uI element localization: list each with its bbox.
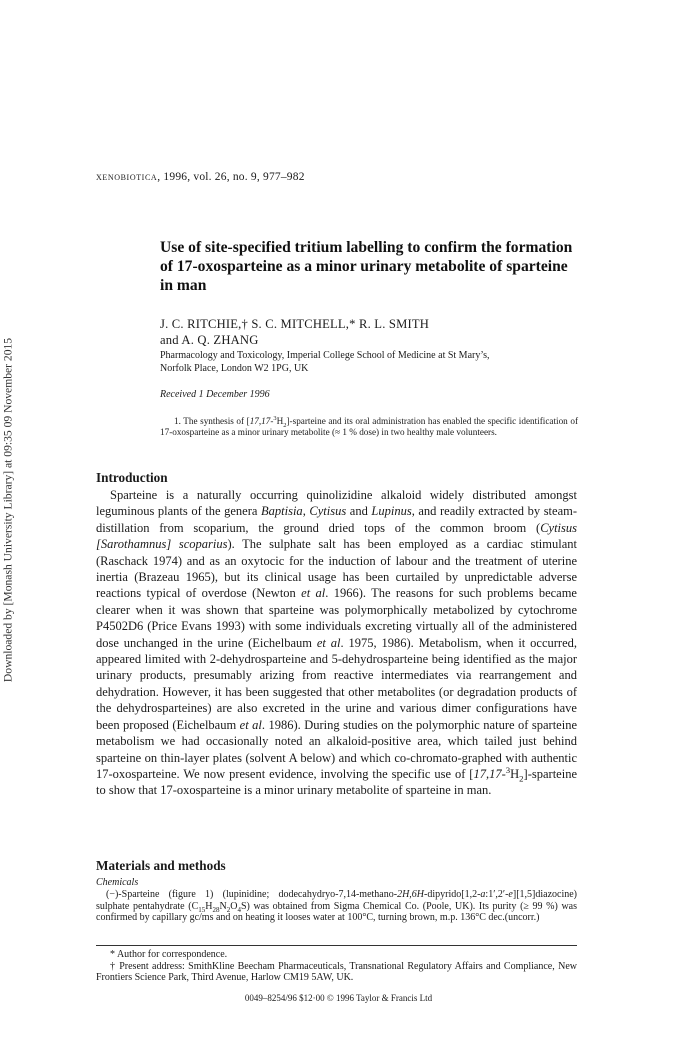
chem-italic: e bbox=[508, 889, 513, 900]
author-line-1: J. C. RITCHIE,† S. C. MITCHELL,* R. L. SMITH bbox=[160, 317, 430, 331]
article-title: Use of site-specified tritium labelling to confirm the formation of 17-oxosparteine as a minor urinary metabolite of sparteine in man bbox=[160, 239, 573, 294]
intro-text: ). The sulphate salt has been employed as a cardiac stimulant (Raschack 1974) and as an oxytocic for the induction of labour and the treatment of uterine inertia (Brazeau 1965), but its clinical usage has been curtailed by unpredictable adverse reactions typical of overdose (Newton bbox=[96, 537, 577, 601]
abstract-isotope: 17,17- bbox=[249, 416, 274, 426]
chem-text: O bbox=[230, 900, 238, 912]
chem-italic: 2H,6H bbox=[397, 889, 425, 900]
abstract bbox=[160, 416, 578, 439]
journal-details: , 1996, vol. 26, no. 9, 977–982 bbox=[157, 171, 305, 183]
formula-sub: 28 bbox=[212, 905, 220, 914]
genus-name: Lupinus bbox=[371, 504, 412, 519]
affiliation-line-2: Norfolk Place, London W2 1PG, UK bbox=[160, 362, 309, 374]
intro-text: Sparteine is a naturally occurring quinolizidine alkaloid widely distributed amongst leguminous plants of the genera bbox=[96, 488, 577, 519]
affiliation bbox=[160, 350, 580, 375]
footnote-divider bbox=[96, 945, 577, 946]
intro-sup: 3 bbox=[505, 764, 511, 775]
section-heading-methods: Materials and methods bbox=[96, 858, 226, 873]
citation-etal: et al bbox=[316, 635, 341, 650]
intro-text: , and readily extracted by steam-distillation from scoparium, the ground dried tops of the common broom ( bbox=[96, 504, 578, 535]
species-name: Cytisus [Sarothamnus] scoparius bbox=[96, 520, 577, 552]
footnotes bbox=[96, 949, 577, 984]
intro-sub: 2 bbox=[519, 773, 524, 784]
chem-text: S) was obtained from Sigma Chemical Co. (Poole, UK). Its purity (≥ 99 %) was confirmed by capillary gc/ms and on heating it looses water at 100°C, turning brown, m.p. 136°C dec.(uncorr.) bbox=[96, 900, 578, 924]
chem-text: N bbox=[219, 900, 227, 912]
abstract-sub: 2 bbox=[283, 421, 287, 429]
genus-name: Cytisus bbox=[309, 504, 347, 519]
download-watermark bbox=[0, 300, 18, 720]
abstract-text: H bbox=[276, 416, 284, 426]
introduction-paragraph bbox=[96, 487, 577, 799]
download-watermark-text: Downloaded by [Monash University Library] at 09:35 09 November 2015 bbox=[1, 337, 15, 683]
chem-text: (−)-Sparteine (figure 1) (lupinidine; dodecahydryo-7,14-methano- bbox=[106, 889, 398, 900]
intro-text: H bbox=[510, 766, 520, 781]
chem-text: :1′,2′- bbox=[485, 889, 509, 900]
intro-isotope: 17,17- bbox=[473, 766, 506, 781]
formula-sub: 4 bbox=[237, 905, 241, 914]
chem-text: ][1,5]diazocine) sulphate pentahydrate (C bbox=[96, 889, 577, 912]
author-list bbox=[160, 316, 580, 348]
journal-name: xenobiotica bbox=[96, 171, 158, 183]
chemicals-paragraph bbox=[96, 889, 577, 924]
intro-text: . 1966). The reasons for such problems became clearer when it was shown that sparteine was polymorphically metabolized by cytochrome P4502D6 (Price Evans 1993) with some individuals excreting virtually all of the administered dose unchanged in the urine (Eichelbaum bbox=[96, 586, 577, 650]
intro-text: , bbox=[302, 504, 310, 519]
genus-name: Baptisia bbox=[261, 504, 303, 519]
abstract-sup: 3 bbox=[273, 414, 277, 422]
intro-text: . 1975, 1986). Metabolism, when it occurred, appeared limited with 2-dehydrosparteine and 5-dehydrosparteine being identified as the major urinary products, presumably arizing from reactive intermediates via rearrangement and dehydration. However, it has been suggested that other metabolites (or degradation products of the dehydrosparteines) are also excreted in the urine and various dimer configurations have been proposed (Eichelbaum bbox=[96, 635, 577, 732]
intro-text: ]-sparteine to show that 17-oxosparteine is a minor urinary metabolite of sparteine in man. bbox=[96, 766, 577, 798]
formula-sub: 15 bbox=[198, 905, 206, 914]
footnote-correspondence: * Author for correspondence. bbox=[110, 949, 228, 960]
received-date: Received 1 December 1996 bbox=[160, 389, 270, 400]
subheading-chemicals: Chemicals bbox=[96, 877, 139, 888]
author-line-2: and A. Q. ZHANG bbox=[160, 333, 259, 347]
citation-etal: et al bbox=[239, 717, 262, 732]
affiliation-line-1: Pharmacology and Toxicology, Imperial College School of Medicine at St Mary’s, bbox=[160, 350, 490, 361]
chem-italic: a bbox=[480, 889, 486, 900]
copyright-line: 0049–8254/96 $12·00 © 1996 Taylor & Francis Ltd bbox=[244, 993, 433, 1003]
chem-text: -dipyrido[1,2- bbox=[424, 889, 481, 900]
intro-text: . 1986). During studies on the polymorphic nature of sparteine metabolism we had occasionally noted an alkaloid-positive area, which tailed just behind sparteine on thin-layer plates (solvent A below) and which co-chromato-graphed with authentic 17-oxosparteine. We now present evidence, involving the specific use of [ bbox=[96, 717, 577, 781]
chem-text: H bbox=[205, 900, 213, 912]
abstract-text: ]-sparteine and its oral administration has enabled the specific identification of 17-oxosparteine as a minor urinary metabolite (≈ 1 % dose) in two healthy male volunteers. bbox=[160, 416, 578, 438]
footnote-present-address: † Present address: SmithKline Beecham Pharmaceuticals, Transnational Regulatory Affairs and Compliance, New Frontiers Science Park, Third Avenue, Harlow CM19 5AW, UK. bbox=[96, 960, 577, 984]
abstract-text: 1. The synthesis of [ bbox=[174, 416, 250, 426]
intro-text: and bbox=[346, 504, 372, 519]
journal-header bbox=[96, 171, 305, 183]
citation-etal: et al bbox=[301, 586, 326, 601]
formula-sub: 2 bbox=[226, 905, 231, 914]
section-heading-introduction: Introduction bbox=[96, 470, 168, 485]
